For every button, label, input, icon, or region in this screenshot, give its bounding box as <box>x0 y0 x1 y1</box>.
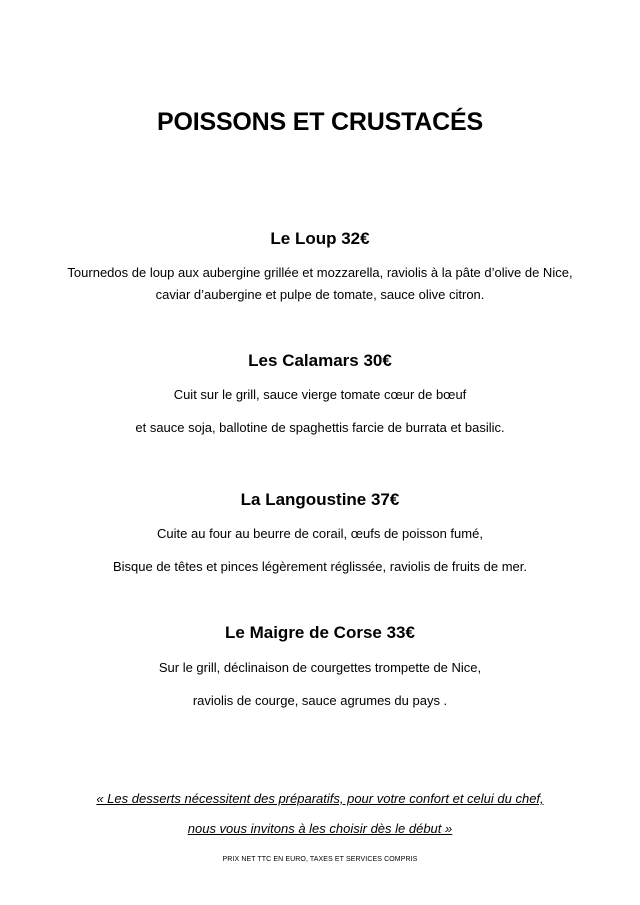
dessert-note-line: « Les desserts nécessitent des préparatifs, pour votre confort et celui du chef, <box>96 791 544 806</box>
price-footer: PRIX NET TTC EN EURO, TAXES ET SERVICES COMPRIS <box>222 856 418 863</box>
dish-name-langoustine: La Langoustine 37€ <box>240 490 400 509</box>
dish-description-line: Bisque de têtes et pinces légèrement réglissée, raviolis de fruits de mer. <box>112 559 528 574</box>
page-title: POISSONS ET CRUSTACÉS <box>157 108 483 136</box>
dish-name-maigre: Le Maigre de Corse 33€ <box>225 623 415 642</box>
dish-description-line: caviar d’aubergine et pulpe de tomate, sauce olive citron. <box>155 287 485 302</box>
dish-description-line: Tournedos de loup aux aubergine grillée et mozzarella, raviolis à la pâte d’olive de Nice, <box>67 265 573 280</box>
dish-description-line: Cuit sur le grill, sauce vierge tomate cœur de bœuf <box>173 387 467 402</box>
dish-description-line: et sauce soja, ballotine de spaghettis farcie de burrata et basilic. <box>135 420 505 435</box>
dish-name-loup: Le Loup 32€ <box>270 229 370 248</box>
dessert-note-line: nous vous invitons à les choisir dès le début » <box>187 821 453 836</box>
dish-description-line: Sur le grill, déclinaison de courgettes trompette de Nice, <box>158 660 482 675</box>
dish-name-calamars: Les Calamars 30€ <box>248 351 392 370</box>
dish-description-line: Cuite au four au beurre de corail, œufs de poisson fumé, <box>157 526 483 541</box>
dish-description-line: raviolis de courge, sauce agrumes du pays . <box>192 693 448 708</box>
